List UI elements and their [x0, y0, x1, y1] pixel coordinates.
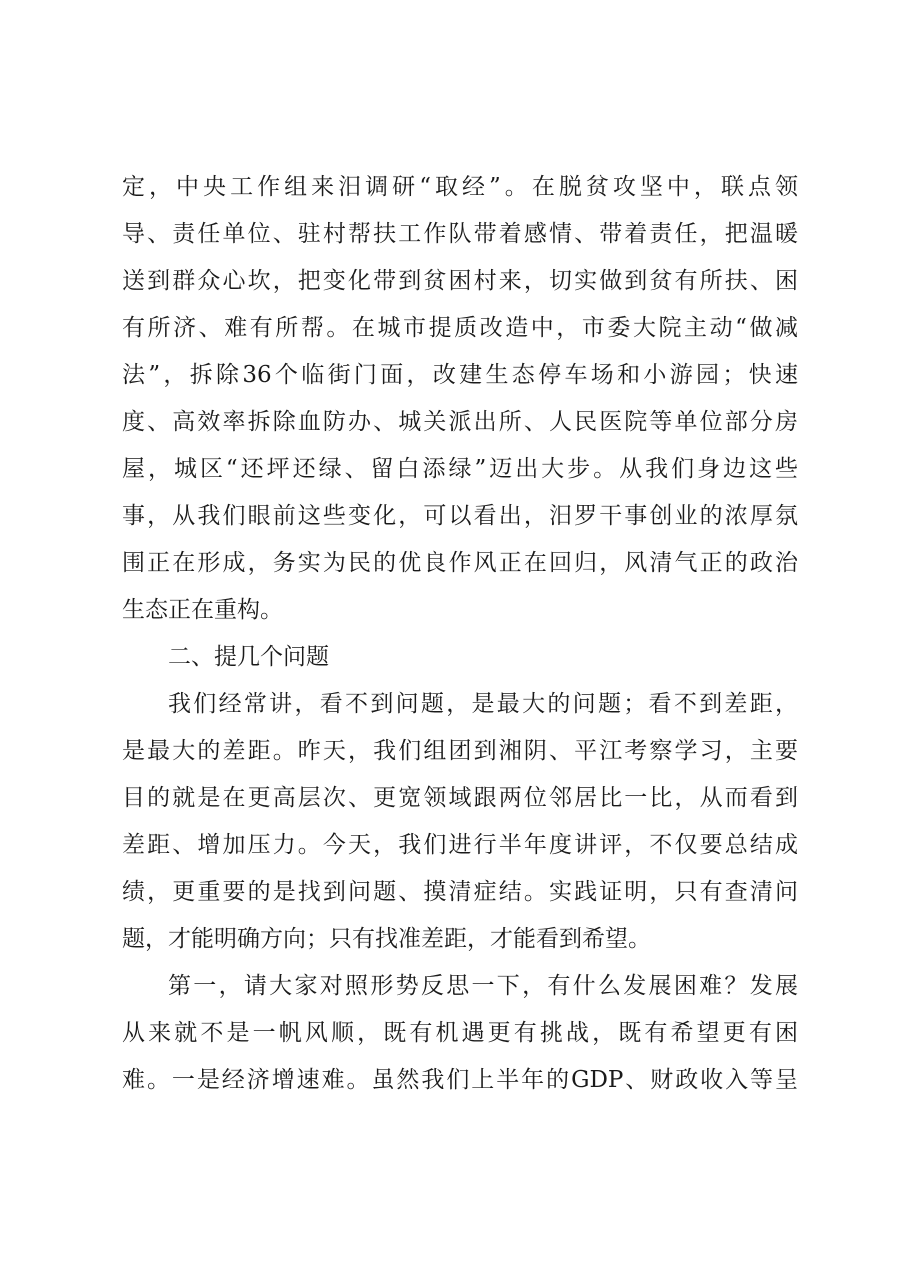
text-line: 有所济、难有所帮。在城市提质改造中，市委大院主动“做减 — [122, 315, 798, 341]
text-line: 题，才能明确方向；只有找准差距，才能看到希望。 — [122, 926, 651, 952]
text-line: 目的就是在更高层次、更宽领域跟两位邻居比一比，从而看到 — [122, 785, 798, 811]
text-line: 是最大的差距。昨天，我们组团到湘阴、平江考察学习，主要 — [122, 738, 798, 764]
text-line: 难。一是经济增速难。虽然我们上半年的GDP、财政收入等呈 — [122, 1067, 798, 1093]
text-line: 送到群众心坎，把变化带到贫困村来，切实做到贫有所扶、困 — [122, 268, 798, 294]
text-line: 围正在形成，务实为民的优良作风正在回归，风清气正的政治 — [122, 550, 798, 576]
body-text — [122, 164, 798, 1104]
text-line: 差距、增加压力。今天，我们进行半年度讲评，不仅要总结成 — [122, 832, 798, 858]
text-line: 从来就不是一帆风顺，既有机遇更有挑战，既有希望更有困 — [122, 1020, 798, 1046]
text-line: 定，中央工作组来汨调研“取经”。在脱贫攻坚中，联点领 — [122, 174, 798, 200]
text-line: 导、责任单位、驻村帮扶工作队带着感情、带着责任，把温暖 — [122, 221, 798, 247]
text-line: 屋，城区“还坪还绿、留白添绿”迈出大步。从我们身边这些 — [122, 456, 798, 482]
text-line: 绩，更重要的是找到问题、摸清症结。实践证明，只有查清问 — [122, 879, 798, 905]
text-line: 第一，请大家对照形势反思一下，有什么发展困难？发展 — [168, 973, 798, 999]
text-line: 事，从我们眼前这些变化，可以看出，汨罗干事创业的浓厚氛 — [122, 503, 798, 529]
text-line: 我们经常讲，看不到问题，是最大的问题；看不到差距， — [168, 691, 798, 717]
text-line: 法”，拆除36个临街门面，改建生态停车场和小游园；快速 — [122, 362, 798, 388]
text-line: 生态正在重构。 — [122, 597, 283, 623]
section-heading: 二、提几个问题 — [168, 644, 329, 670]
text-line: 度、高效率拆除血防办、城关派出所、人民医院等单位部分房 — [122, 409, 798, 435]
